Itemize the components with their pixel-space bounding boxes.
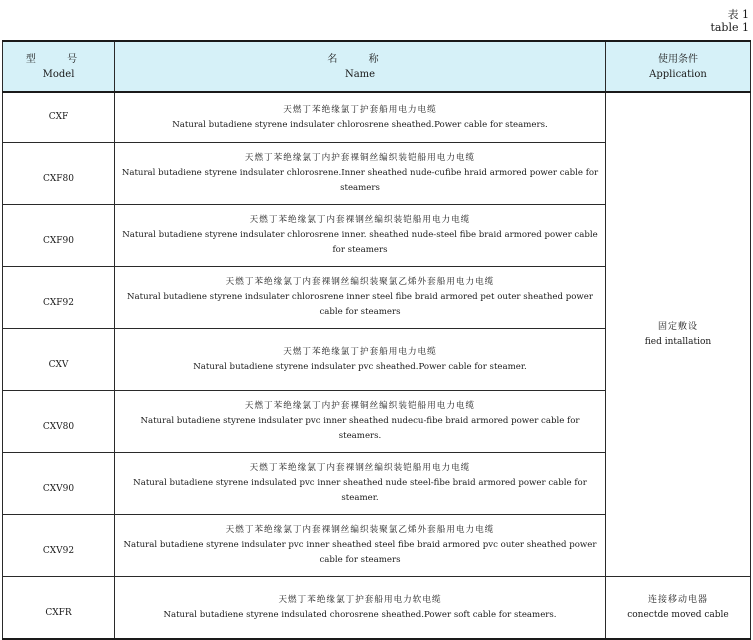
table-row — [3, 92, 751, 143]
model-cell: CXV92 — [3, 515, 115, 577]
cable-spec-table — [2, 40, 751, 640]
name-zh: 天燃丁苯绝缘氯丁内套裸钢丝编织装铠船用电力电缆 — [249, 215, 471, 225]
model-cell: CXF80 — [3, 143, 115, 205]
application-moved-en: conectde moved cable — [627, 609, 729, 620]
name-zh: 天燃丁苯绝缘氯丁内套裸钢丝编织装铠船用电力电缆 — [249, 463, 471, 473]
name-cell — [115, 577, 606, 640]
header-model — [3, 41, 115, 92]
name-cell — [115, 453, 606, 515]
name-cell — [115, 391, 606, 453]
header-name-en: Name — [344, 68, 376, 80]
header-application — [606, 41, 751, 92]
name-zh: 天燃丁苯绝缘氯丁内套裸钢丝编织装聚氯乙烯外套船用电力电缆 — [225, 277, 495, 287]
caption-zh: 表 1 — [727, 8, 749, 21]
name-en: Natural butadiene styrene indsulater chlorosrene.Inner sheathed nude-cufibe hraid armored power cable for steamers — [121, 168, 599, 193]
model-cell: CXV90 — [3, 453, 115, 515]
name-zh: 天燃丁苯绝缘氯丁内护套裸铜丝编织装铠船用电力电缆 — [244, 153, 476, 163]
name-cell — [115, 515, 606, 577]
table-row — [3, 577, 751, 640]
application-fixed-en: fied intallation — [644, 336, 712, 347]
caption-en: table 1 — [710, 21, 749, 34]
header-application-zh: 使用条件 — [658, 53, 698, 65]
table-caption — [710, 8, 749, 34]
table-header-row — [3, 41, 751, 92]
name-zh: 天燃丁苯绝缘氯丁内套裸钢丝编织装聚氯乙烯外套船用电力电缆 — [225, 525, 495, 535]
name-en: Natural butadiene styrene indsulater chlorosrene inner. sheathed nude-steel fibe braid armored power cable for steamers — [122, 230, 598, 255]
name-en: Natural butadiene styrene indsulated pvc inner sheathed nude steel-fibe braid armored power cable for steamer. — [133, 478, 587, 503]
application-moved-cell — [606, 577, 751, 640]
model-cell: CXV80 — [3, 391, 115, 453]
name-cell — [115, 329, 606, 391]
name-en: Natural butadiene styrene indsulated chorosrene sheathed.Power soft cable for steamers. — [163, 609, 557, 620]
model-cell: CXF — [3, 92, 115, 143]
name-zh: 天燃丁苯绝缘氯丁护套船用电力电缆 — [283, 346, 437, 357]
model-cell: CXF90 — [3, 205, 115, 267]
name-en: Natural butadiene styrene indsulater pvc sheathed.Power cable for steamer. — [193, 361, 527, 372]
name-zh: 天燃丁苯绝缘氯丁护套船用电力软电缆 — [278, 594, 442, 605]
name-en: Natural butadiene styrene indsulater pvc inner sheathed nudecu-fibe braid armored power cable for steamers. — [140, 416, 580, 441]
name-en: Natural butadiene styrene indsulater chlorosrene inner steel fibe braid armored pet outer sheathed power cable for steamers — [127, 292, 593, 317]
application-moved-zh: 连接移动电器 — [647, 594, 708, 605]
model-cell: CXFR — [3, 577, 115, 640]
name-zh: 天燃丁苯绝缘氯丁护套船用电力电缆 — [283, 104, 437, 115]
header-name — [115, 41, 606, 92]
name-en: Natural butadiene styrene indsulater chlorosrene sheathed.Power cable for steamers. — [172, 119, 548, 130]
model-cell: CXV — [3, 329, 115, 391]
header-application-en: Application — [649, 68, 707, 80]
model-cell: CXF92 — [3, 267, 115, 329]
application-fixed-zh: 固定敷设 — [657, 321, 698, 332]
header-model-en: Model — [42, 68, 75, 80]
header-model-zh: 型 号 — [25, 53, 92, 65]
name-zh: 天燃丁苯绝缘氯丁内护套裸铜丝编织装铠船用电力电缆 — [244, 401, 476, 411]
name-cell — [115, 92, 606, 143]
name-cell — [115, 267, 606, 329]
name-en: Natural butadiene styrene indsulater pvc inner sheathed steel fibe braid armored pvc outer sheathed power cable for steamers — [123, 540, 597, 565]
name-cell — [115, 205, 606, 267]
application-fixed-cell — [606, 92, 751, 577]
header-name-zh: 名 称 — [327, 53, 393, 65]
name-cell — [115, 143, 606, 205]
